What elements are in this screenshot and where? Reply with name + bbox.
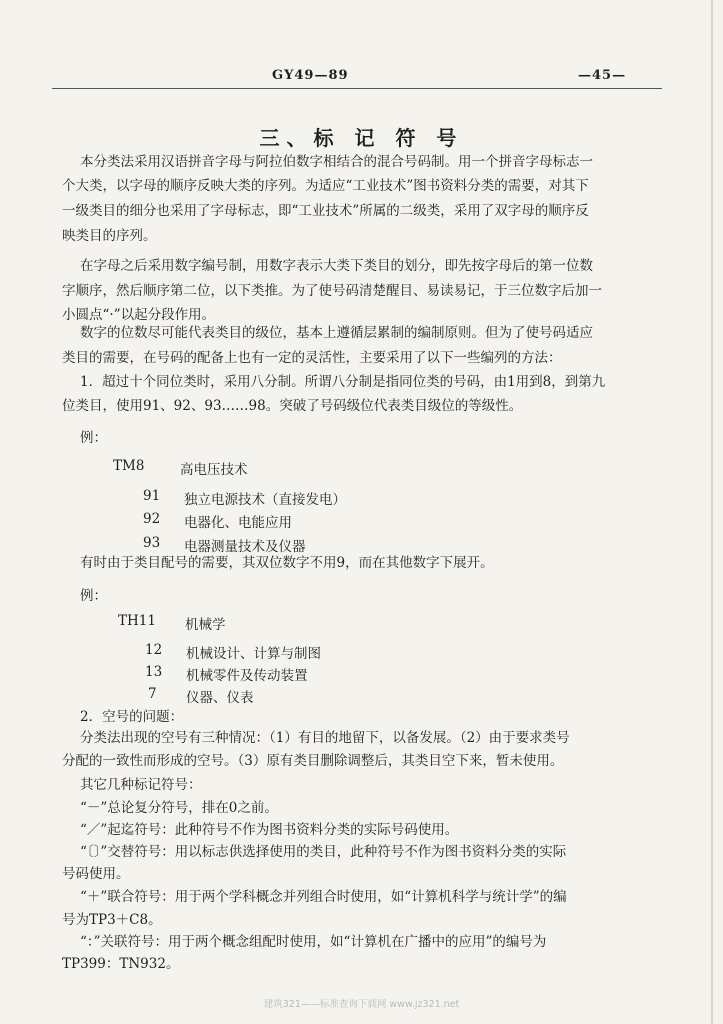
- symbol-line: “－”总论复分符号，排在0之前。: [80, 800, 278, 816]
- class-name: 仪器、仪表: [186, 690, 254, 706]
- symbol-line: “＋”联合符号：用于两个学科概念并列组合时使用，如“计算机科学与统计学”的编: [80, 889, 567, 905]
- paragraph-line: 其它几种标记符号：: [80, 777, 202, 793]
- paragraph-line: 在字母之后采用数字编号制，用数字表示大类下类目的划分，即先按字母后的第一位数: [80, 258, 593, 274]
- paragraph-line: 位类目，使用91、92、93……98。突破了号码级位代表类目级位的等级性。: [62, 398, 523, 414]
- class-name: 机械设计、计算与制图: [186, 646, 321, 662]
- example-label: 例：: [80, 430, 107, 446]
- class-code: 92: [143, 511, 161, 527]
- symbol-line: TP399：TN932。: [62, 956, 180, 972]
- class-code: TM8: [113, 458, 145, 474]
- paragraph-line: 小圆点“·”以起分段作用。: [62, 307, 216, 323]
- symbol-line: 号为TP3＋C8。: [62, 912, 162, 928]
- section-title: 三、标 记 符 号: [259, 126, 464, 150]
- class-name: 电器化、电能应用: [184, 515, 292, 531]
- section-heading: 2．空号的问题：: [80, 709, 184, 725]
- class-name: 独立电源技术（直接发电）: [184, 492, 346, 508]
- class-name: 电器测量技术及仪器: [184, 539, 306, 555]
- paragraph-line: 分配的一致性而形成的空号。（3）原有类目删除调整后，其类目空下来，暂未使用。: [62, 753, 564, 769]
- paragraph-line: 个大类，以字母的顺序反映大类的序列。为适应“工业技术”图书资料分类的需要，对其下: [62, 178, 589, 194]
- watermark-footer: 建筑321——标准查询下载网 www.jz321.net: [263, 999, 460, 1010]
- class-name: 机械零件及传动装置: [186, 668, 308, 684]
- paragraph-line: 分类法出现的空号有三种情况：（1）有目的地留下，以备发展。（2）由于要求类号: [80, 730, 570, 746]
- class-code: 91: [143, 488, 161, 504]
- class-code: 13: [145, 664, 163, 680]
- symbol-line: “〔〕”交替符号：用以标志供选择使用的类目，此种符号不作为图书资料分类的实际: [80, 844, 567, 860]
- header-rule: [52, 88, 662, 89]
- paragraph-line: 1．超过十个同位类时，采用八分制。所谓八分制是指同位类的号码，由1用到8，到第九: [80, 374, 606, 390]
- paragraph-line: 映类目的序列。: [62, 228, 157, 244]
- paragraph-line: 字顺序，然后顺序第二位，以下类推。为了使号码清楚醒目、易读易记，于三位数字后加一: [62, 283, 602, 299]
- standard-code: GY49—89: [272, 68, 349, 83]
- paragraph-line: 一级类目的细分也采用了字母标志，即“工业技术”所属的二级类，采用了双字母的顺序反: [62, 203, 589, 219]
- paragraph-line: 有时由于类目配号的需要，其双位数字不用9，而在其他数字下展开。: [80, 555, 494, 571]
- paragraph-line: 类目的需要，在号码的配备上也有一定的灵活性，主要采用了以下一些编列的方法：: [62, 350, 562, 366]
- paragraph-line: 数字的位数尽可能代表类目的级位，基本上遵循层累制的编制原则。但为了使号码适应: [80, 325, 593, 341]
- symbol-line: 号码使用。: [62, 866, 130, 882]
- symbol-line: “／”起迄符号：此种符号不作为图书资料分类的实际号码使用。: [80, 822, 459, 838]
- scan-margin-line: [711, 0, 713, 1024]
- example-label: 例：: [80, 588, 107, 604]
- page-number: —45—: [578, 68, 627, 83]
- symbol-line: “：”关联符号：用于两个概念组配时使用，如“计算机在广播中的应用”的编号为: [80, 934, 547, 950]
- class-code: 12: [145, 642, 163, 658]
- class-name: 高电压技术: [180, 462, 248, 478]
- class-name: 机械学: [185, 617, 226, 633]
- class-code: TH11: [118, 613, 156, 629]
- class-code: 93: [143, 535, 161, 551]
- class-code: 7: [148, 686, 157, 702]
- paragraph-line: 本分类法采用汉语拼音字母与阿拉伯数字相结合的混合号码制。用一个拼音字母标志一: [80, 154, 593, 170]
